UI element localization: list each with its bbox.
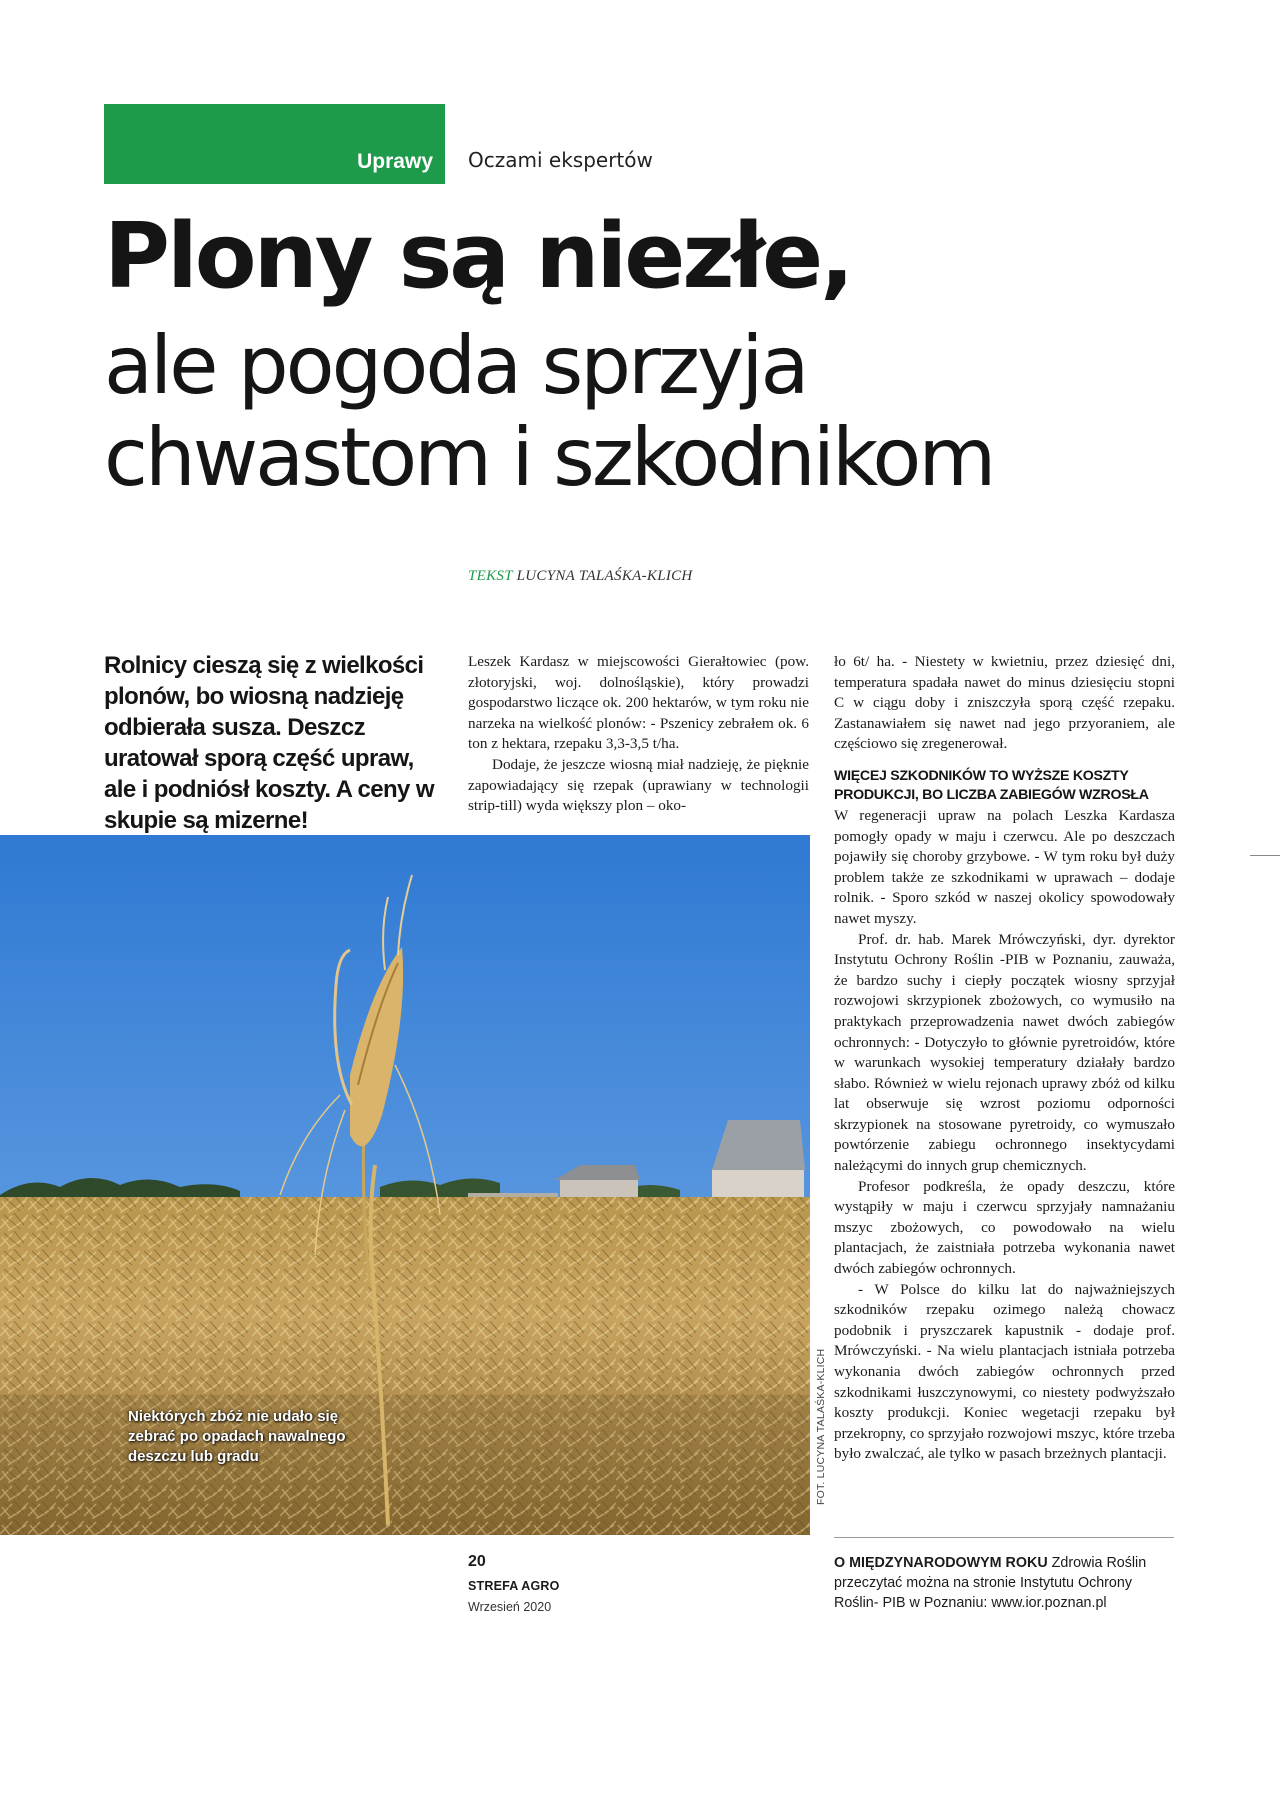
wheat-field-photo (0, 835, 810, 1535)
article-paragraph: W regeneracji upraw na polach Leszka Kardasza pomogły opady w maju i czerwcu. Ale po deszczach pojawiły się choroby grzybowe. - W tym roku był duży problem także ze szkodnikami w uprawach – dodaje rolnik. - Sporo szkód w naszej okolicy spowodowały nawet myszy. (834, 806, 1175, 927)
footer-note-bold: O MIĘDZYNARODOWYM ROKU (834, 1555, 1048, 1571)
headline-sub (104, 320, 1204, 504)
photo-credit (815, 1348, 829, 1519)
headline-main: Plony są niezłe, (104, 204, 852, 309)
section-label: Uprawy (357, 150, 433, 173)
section-badge (104, 104, 445, 184)
photo-caption: Niektórych zbóż nie udało się zebrać po opadach nawalnego deszczu lub gradu (128, 1408, 346, 1465)
lead-paragraph: Rolnicy cieszą się z wielkości plonów, bo wiosną nadzieję odbierała susza. Deszcz uratował sporą część upraw, ale i podniósł koszty. A ceny w skupie są mizerne! (104, 652, 434, 834)
footer-note-text: Zdrowia Roślin przeczytać można na stronie Instytutu Ochrony Roślin- PIB w Poznaniu: www.ior.poznan.pl (834, 1555, 1147, 1611)
article-column-right (834, 652, 1175, 1465)
article-paragraph: ło 6t/ ha. - Niestety w kwietniu, przez dziesięć dni, temperatura spadała nawet do minus dziesięciu stopni C w ciągu doby i zniszczyła sporą część rzepaku. Zastanawiałem się nawet nad jego przyoraniem, ale częściowo się zregenerował. (834, 653, 1175, 753)
footer-divider (834, 1537, 1174, 1538)
article-paragraph: Profesor podkreśla, że opady deszczu, które wystąpiły w maju i czerwcu sprzyjały namnażaniu mszyc zbożowych, co powodowało na wielu plantacjach, że zaistniała potrzeba wykonania nawet dwóch zabiegów ochronnych. (834, 1177, 1175, 1278)
article-paragraph: - W Polsce do kilku lat do najważniejszych szkodników rzepaku ozimego należą chowacz podobnik i pryszczarek kapustnik - dodaje prof. Mrówczyński. - Na wielu plantacjach istniała potrzeba wykonania dwóch zabiegów ochronnych przed szkodnikami łuszczynowymi, co niestety podwyższało koszty produkcji. Koniec wegetacji rzepaku był przekropny, co sprzyjało rozwojowi mszyc, które trzeba było zwalczać, ale tylko w pasach brzeżnych plantacji. (834, 1280, 1175, 1463)
margin-mark (1250, 855, 1280, 856)
byline-label: TEKST (468, 568, 513, 584)
article-paragraph: Dodaje, że jeszcze wiosną miał nadzieję, że pięknie zapowiadający się rzepak (uprawiany w technologii strip-till) wyda większy plon – oko- (468, 755, 809, 815)
article-column-middle (468, 652, 809, 817)
headline-sub-line2: chwastom i szkodnikom (104, 411, 994, 504)
article-subheading: WIĘCEJ SZKODNIKÓW TO WYŻSZE KOSZTY PRODUKCJI, BO LICZBA ZABIEGÓW WZROSŁA (834, 767, 1149, 803)
magazine-name: STREFA AGRO (468, 1579, 560, 1593)
article-paragraph: Prof. dr. hab. Marek Mrówczyński, dyr. dyrektor Instytutu Ochrony Roślin -PIB w Poznaniu, zauważa, że bardzo suchy i ciepły początek wiosny sprzyjał rozwojowi skrzypionek zbożowych, co wymusiło na praktykach przeprowadzenia nawet dwóch zabiegów ochronnych: - Dotyczyło to głównie pyretroidów, które w warunkach wysokiej temperatury działały bardzo słabo. Również w wielu rejonach uprawy zbóż od kilku lat obserwuje się wzrost poziomu odporności skrzypionek na stosowane pyretroidy, co wymuszało powtórzenie zabiegu ochronnego insektycydami należącymi do innych grup chemicznych. (834, 930, 1175, 1175)
footer-note (834, 1553, 1179, 1613)
page-number: 20 (468, 1553, 486, 1570)
headline-sub-line1: ale pogoda sprzyja (104, 319, 807, 412)
section-subtitle: Oczami ekspertów (468, 148, 653, 172)
byline-author: LUCYNA TALAŚKA-KLICH (516, 568, 693, 584)
photo-credit-text: FOT. LUCYNA TALAŚKA-KLICH (815, 1348, 827, 1505)
byline (468, 568, 693, 585)
issue-date: Wrzesień 2020 (468, 1600, 552, 1614)
article-paragraph: Leszek Kardasz w miejscowości Gierałtowiec (pow. złotoryjski, woj. dolnośląskie), który prowadzi gospodarstwo liczące ok. 200 hektarów, w tym roku nie narzeka na wielkość plonów: - Pszenicy zebrałem ok. 6 ton z hektara, rzepaku 3,3-3,5 t/ha. (468, 653, 809, 753)
